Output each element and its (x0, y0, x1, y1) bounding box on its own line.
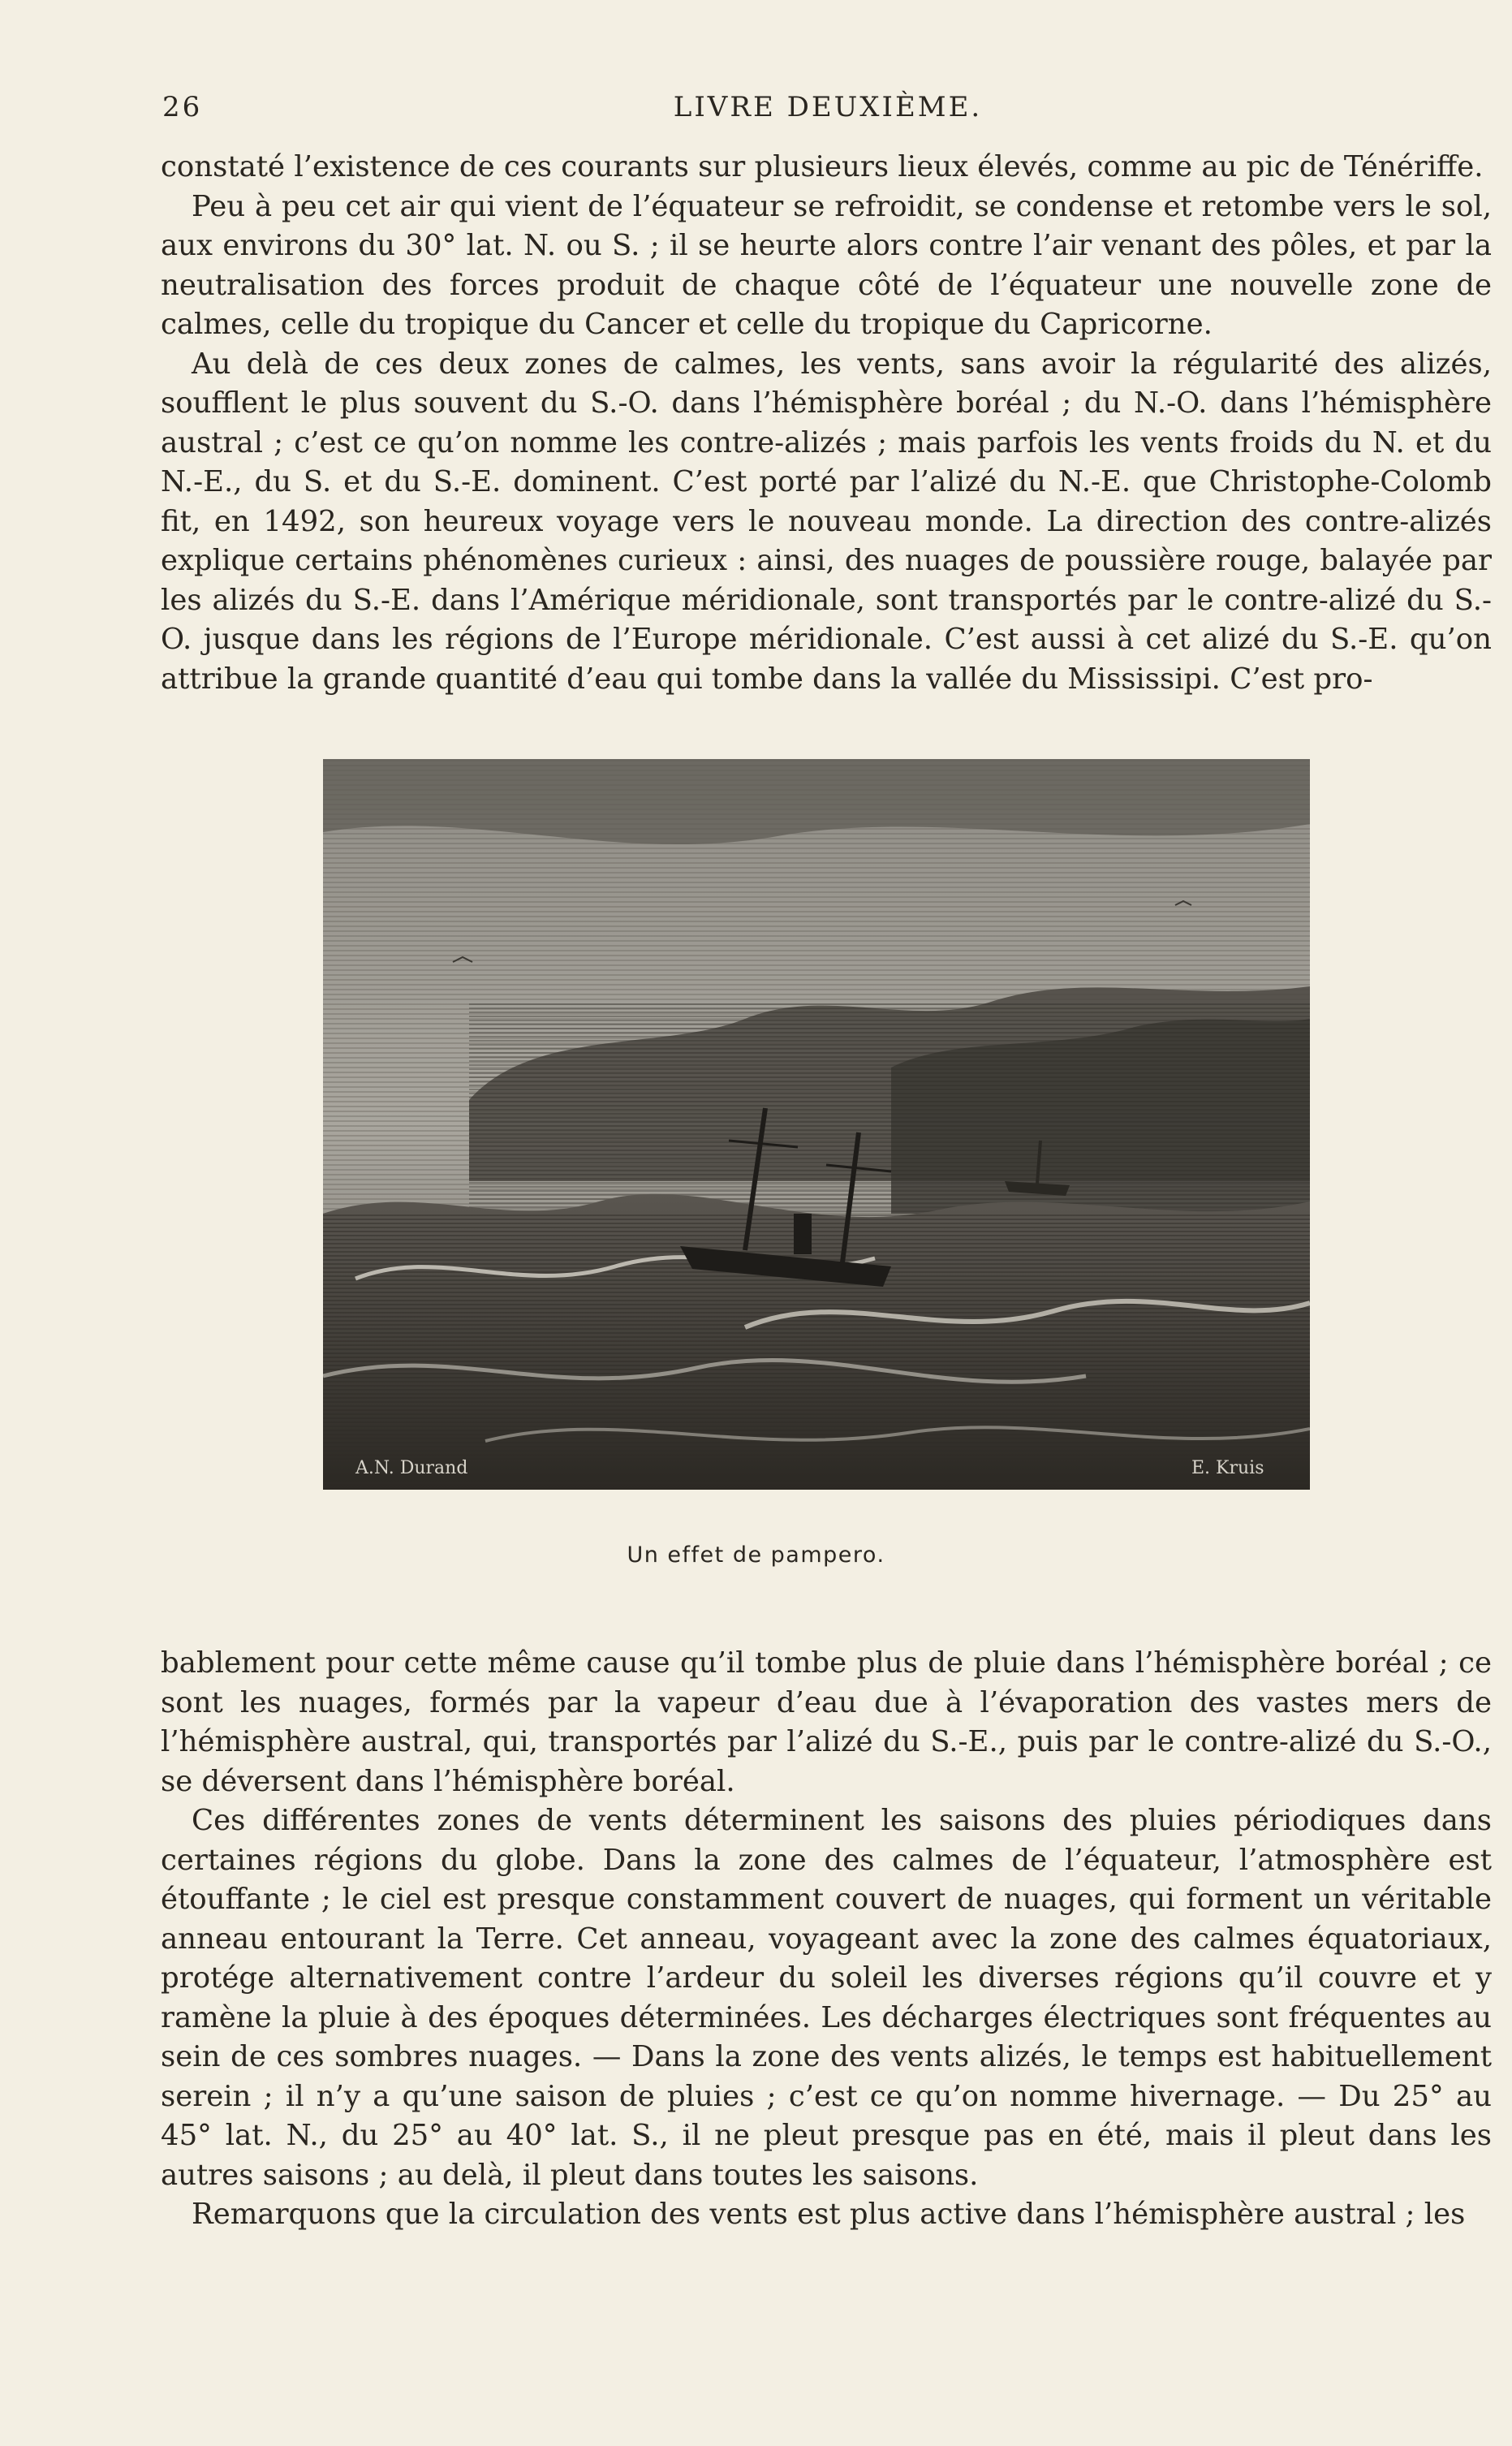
text-block-top (161, 148, 1492, 699)
figure-caption: Un effet de pampero. (627, 1542, 885, 1568)
paragraph: bablement pour cette même cause qu’il tombe plus de pluie dans l’hémisphère boréal ; ce sont les nuages, formés par la vapeur d’eau due à l’évaporation des vastes mers de l’hémisphère austral, qui, transportés par l’alizé du S.-E., puis par le contre-alizé du S.-O., se déversent dans l’hémisphère boréal. (161, 1646, 1492, 1798)
paragraph: Peu à peu cet air qui vient de l’équateur se refroidit, se condense et retombe vers le sol, aux environs du 30° lat. N. ou S. ; il se heurte alors contre l’air venant des pôles, et par la neutralisation des forces produit de chaque côté de l’équateur une nouvelle zone de calmes, celle du tropique du Cancer et celle du tropique du Capricorne. (161, 189, 1492, 341)
text-block-bottom (161, 1644, 1492, 2235)
paragraph: Remarquons que la circulation des vents est plus active dans l’hémisphère austral ; les (192, 2198, 1466, 2231)
running-head (162, 91, 1493, 132)
engraving-illustration (323, 759, 1310, 1490)
paragraph: Au delà de ces deux zones de calmes, les vents, sans avoir la régularité des alizés, soufflent le plus souvent du S.-O. dans l’hémisphère boréal ; du N.-O. dans l’hémisphère austral ; c’est ce qu’on nomme les contre-alizés ; mais parfois les vents froids du N. et du N.-E., du S. et du S.-E. dominent. C’est porté par l’alizé du N.-E. que Christophe-Colomb fit, en 1492, son heureux voyage vers le nouveau monde. La direction des contre-alizés explique certains phénomènes curieux : ainsi, des nuages de poussière rouge, balayée par les alizés du S.-E. dans l’Amérique méridionale, sont transportés par le contre-alizé du S.-O. jusque dans les régions de l’Europe méridionale. C’est aussi à cet alizé du S.-E. qu’on attribue la grande quantité d’eau qui tombe dans la vallée du Mississipi. C’est pro- (161, 347, 1492, 696)
engraver-signature-right: E. Kruis (1191, 1458, 1264, 1478)
engraving-steamship-in-storm-icon (323, 759, 1310, 1490)
paragraph: constaté l’existence de ces courants sur plusieurs lieux élevés, comme au pic de Ténériffe. (161, 150, 1484, 183)
page-number: 26 (162, 91, 203, 123)
engraver-signature-left: A.N. Durand (355, 1458, 468, 1478)
chapter-title: LIVRE DEUXIÈME. (673, 91, 983, 123)
paragraph: Ces différentes zones de vents déterminent les saisons des pluies périodiques dans certaines régions du globe. Dans la zone des calmes de l’équateur, l’atmosphère est étouffante ; le ciel est presque constamment couvert de nuages, qui forment un véritable anneau entourant la Terre. Cet anneau, voyageant avec la zone des calmes équatoriaux, protége alternativement contre l’ardeur du soleil les diverses régions qu’il couvre et y ramène la pluie à des époques déterminées. Les décharges électriques sont fréquentes au sein de ces sombres nuages. — Dans la zone des vents alizés, le temps est habituellement serein ; il n’y a qu’une saison de pluies ; c’est ce qu’on nomme hivernage. — Du 25° au 45° lat. N., du 25° au 40° lat. S., il ne pleut presque pas en été, mais il pleut dans les autres saisons ; au delà, il pleut dans toutes les saisons. (161, 1804, 1492, 2192)
